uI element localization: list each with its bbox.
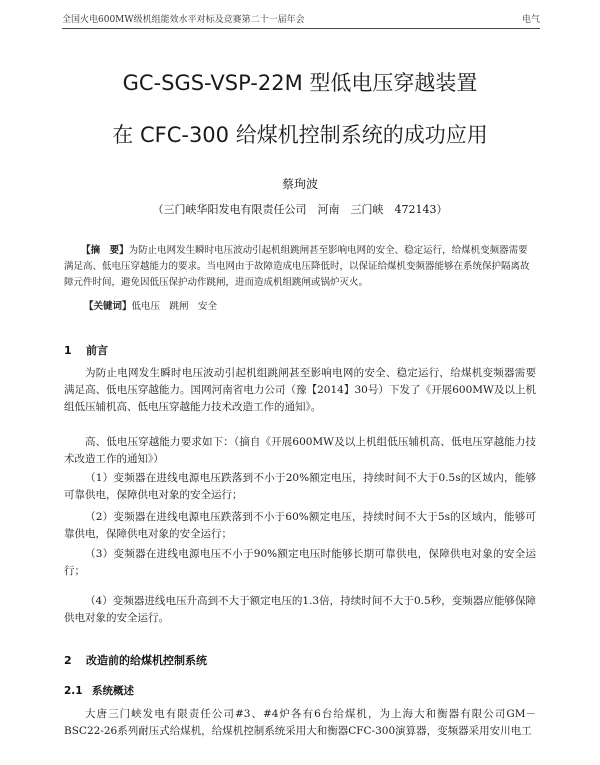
keywords [84,298,217,312]
running-header-left: 全国火电600MW级机组能效水平对标及竞赛第二十一届年会 [62,15,305,25]
subsection-title: 系统概述 [92,685,134,697]
section-title: 前言 [86,344,108,357]
paragraph: （3）变频器在进线电源电压不小于90%额定电压时能够长期可靠供电，保障供电对象的安全运行； [64,548,536,577]
keywords-label: 【关键词】 [84,301,132,312]
subsection-number: 2.1 [64,685,83,697]
section-number: 1 [64,344,72,357]
paper-title-line1: GC-SGS-VSP-22M 型低电压穿越装置 [122,71,478,95]
section-heading-1 [64,342,108,358]
abstract [64,243,536,291]
author-affiliation: （三门峡华阳发电有限责任公司 河南 三门峡 472143） [152,203,448,216]
paragraph: 大唐三门峡发电有限责任公司#3、#4炉各有6台给煤机，为上海大和衡器有限公司GM－BSC22-26系列耐压式给煤机，给煤机控制系统采用大和衡器CFC-300演算器，变频器采用安川电工 [64,708,536,737]
section-heading-2 [64,652,207,668]
paragraph: （2）变频器在进线电源电压跌落到不小于60%额定电压，持续时间不大于5s的区域内，能够可靠供电，保障供电对象的安全运行； [64,511,536,540]
keywords-text: 低电压 跳闸 安全 [131,301,218,312]
paragraph: 高、低电压穿越能力要求如下：（摘自《开展600MW及以上机组低压辅机高、低电压穿越能力技术改造工作的通知》） [64,436,536,465]
running-header-right: 电气 [521,15,540,25]
abstract-label: 【摘 要】 [81,245,129,256]
section-title: 改造前的给煤机控制系统 [86,654,207,667]
author-name: 蔡珣波 [281,177,318,191]
abstract-text: 为防止电网发生瞬时电压波动引起机组跳闸甚至影响电网的安全、稳定运行，给煤机变频器需要满足高、低电压穿越能力的要求。当电网由于故障造成电压降低时，以保证给煤机变频器能够在系统保护隔离故障元件时间，避免因低压保护动作跳闸，进而造成机组跳闸或锅炉灭火。 [64,245,530,288]
section-number: 2 [64,654,72,667]
paragraph: 为防止电网发生瞬时电压波动引起机组跳闸甚至影响电网的安全、稳定运行，给煤机变频器需要满足高、低电压穿越能力。国网河南省电力公司（豫【2014】30号）下发了《开展600MW及以上机组低压辅机高、低电压穿越能力技术改造工作的通知》。 [64,367,536,413]
paper-title-line2: 在 CFC-300 给煤机控制系统的成功应用 [112,123,488,147]
running-header [62,12,540,29]
paragraph: （1）变频器在进线电源电压跌落到不小于20%额定电压，持续时间不大于0.5s的区域内，能够可靠供电，保障供电对象的安全运行； [64,472,536,501]
subsection-heading-2-1 [64,683,134,698]
paragraph: （4）变频器进线电压升高到不大于额定电压的1.3倍，持续时间不大于0.5秒，变频器应能够保障供电对象的安全运行。 [64,595,536,624]
